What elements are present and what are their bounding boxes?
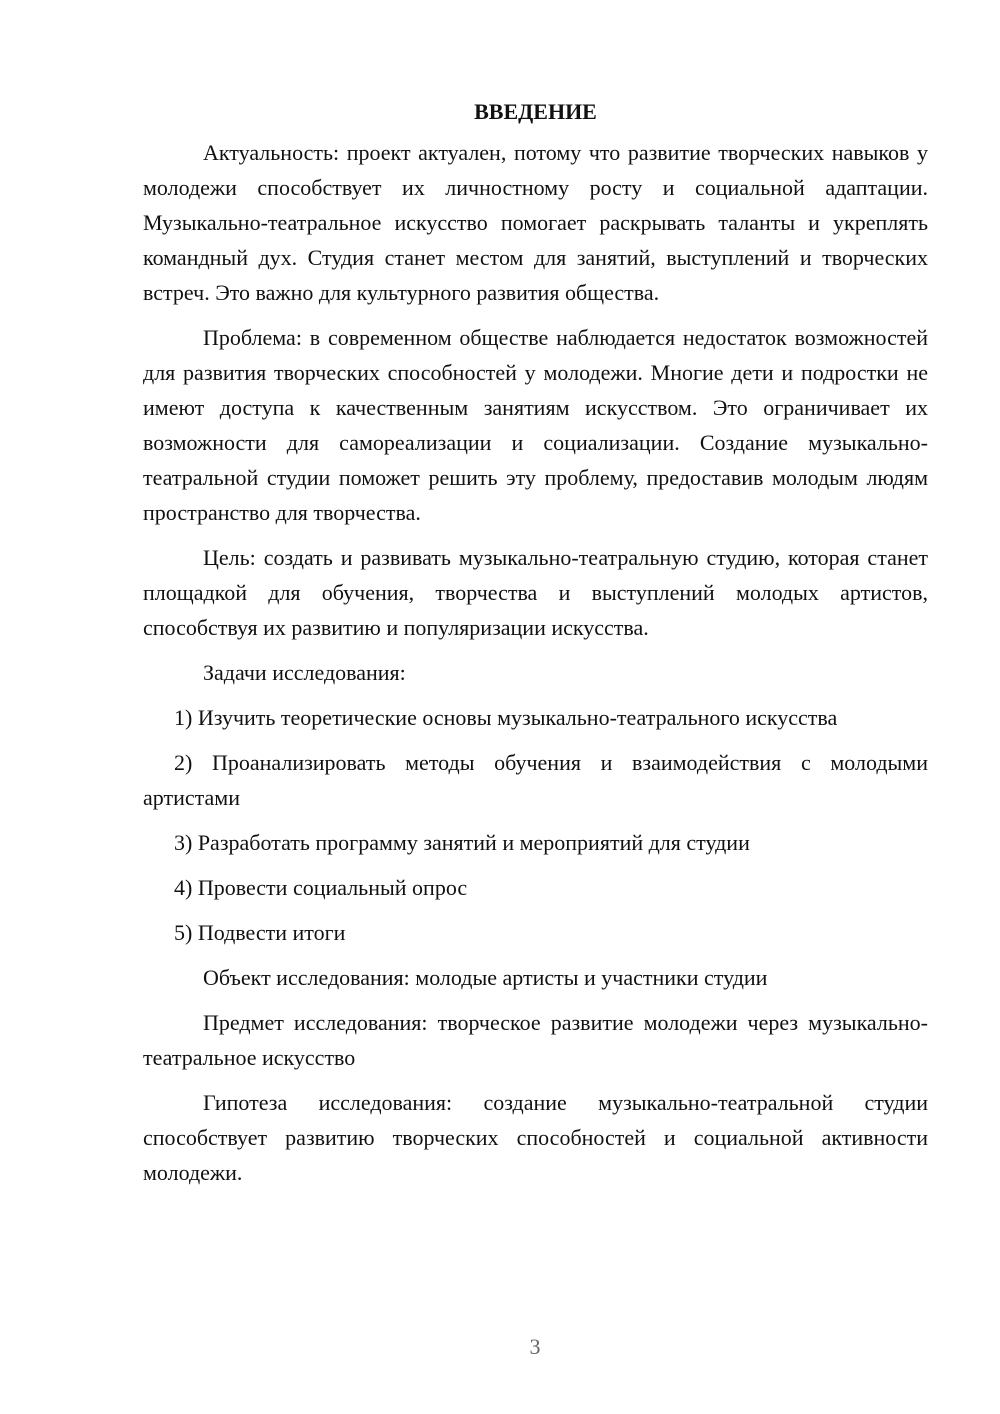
task-item: 2) Проанализировать методы обучения и взаимодействия с молодыми артистами [143,750,928,810]
tasks-heading: Задачи исследования: [203,660,406,685]
object-paragraph: Объект исследования: молодые артисты и участники студии [203,965,768,990]
document-page [143,94,928,1200]
task-item: 1) Изучить теоретические основы музыкально-театрального искусства [174,705,838,730]
page-number: 3 [529,1334,541,1359]
subject-paragraph: Предмет исследования: творческое развитие молодежи через музыкально-театральное искусство [143,1010,928,1070]
task-item: 5) Подвести итоги [174,920,346,945]
task-item: 3) Разработать программу занятий и мероприятий для студии [174,830,750,855]
problem-paragraph: Проблема: в современном обществе наблюдается недостаток возможностей для развития творческих способностей у молодежи. Многие дети и подростки не имеют доступа к качественным занятиям искусством. Это ограничивает их возможности для самореализации и социализации. Создание музыкально-театральной студии поможет решить эту проблему, предоставив молодым людям пространство для творчества. [143,325,928,525]
relevance-paragraph: Актуальность: проект актуален, потому что развитие творческих навыков у молодежи способствует их личностному росту и социальной адаптации. Музыкально-театральное искусство помогает раскрывать таланты и укреплять командный дух. Студия станет местом для занятий, выступлений и творческих встреч. Это важно для культурного развития общества. [143,140,928,305]
task-item: 4) Провести социальный опрос [174,875,468,900]
page-title: ВВЕДЕНИЕ [474,99,597,124]
goal-paragraph: Цель: создать и развивать музыкально-театральную студию, которая станет площадкой для обучения, творчества и выступлений молодых артистов, способствуя их развитию и популяризации искусства. [143,545,928,640]
hypothesis-paragraph: Гипотеза исследования: создание музыкально-театральной студии способствует развитию творческих способностей и социальной активности молодежи. [143,1090,928,1185]
